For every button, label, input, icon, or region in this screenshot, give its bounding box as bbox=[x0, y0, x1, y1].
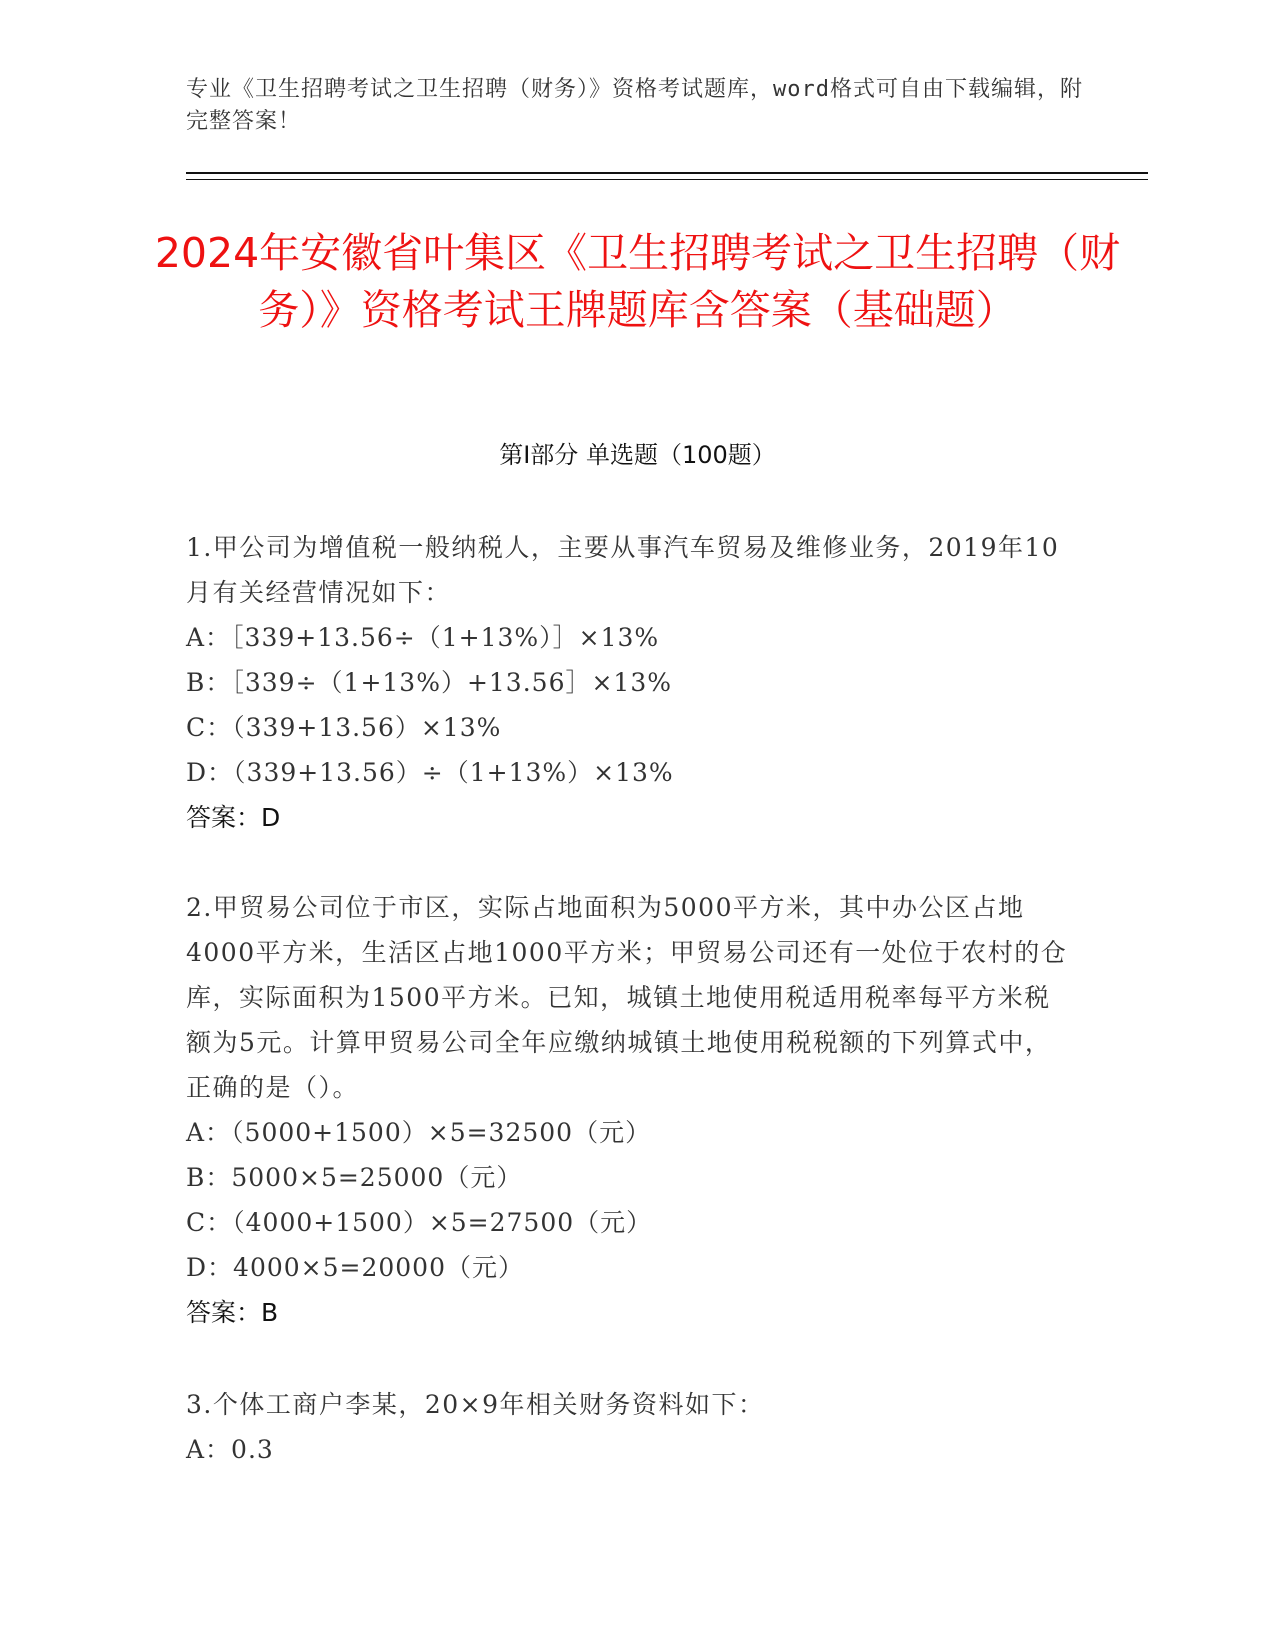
question-3 bbox=[186, 1382, 1076, 1472]
option-b: B：［339÷（1+13%）+13.56］×13% bbox=[186, 668, 672, 697]
option-c: C：（339+13.56）×13% bbox=[186, 713, 502, 742]
option-a: A：（5000+1500）×5=32500（元） bbox=[186, 1118, 652, 1147]
header-note: 专业《卫生招聘考试之卫生招聘（财务）》资格考试题库，word格式可自由下载编辑，附完整答案！ bbox=[186, 77, 1083, 134]
question-stem: 2.甲贸易公司位于市区，实际占地面积为5000平方米，其中办公区占地4000平方米，生活区占地1000平方米；甲贸易公司还有一处位于农村的仓库，实际面积为1500平方米。已知，城镇土地使用税适用税率每平方米税额为5元。计算甲贸易公司全年应缴纳城镇土地使用税税额的下列算式中，正确的是（）。 bbox=[186, 893, 1068, 1102]
option-a: A：0.3 bbox=[186, 1435, 274, 1464]
question-stem: 1.甲公司为增值税一般纳税人，主要从事汽车贸易及维修业务，2019年10月有关经营情况如下： bbox=[186, 533, 1060, 607]
header-divider-thick bbox=[186, 172, 1148, 174]
question-2 bbox=[186, 885, 1076, 1335]
header-divider-thin bbox=[186, 179, 1148, 180]
answer: 答案：B bbox=[186, 1298, 279, 1327]
question-1 bbox=[186, 525, 1076, 840]
option-c: C：（4000+1500）×5=27500（元） bbox=[186, 1208, 653, 1237]
option-d: D：（339+13.56）÷（1+13%）×13% bbox=[186, 758, 674, 787]
option-d: D：4000×5=20000（元） bbox=[186, 1253, 524, 1282]
option-a: A：［339+13.56÷（1+13%）］×13% bbox=[186, 623, 660, 652]
section-heading: 第I部分 单选题（100题） bbox=[499, 441, 776, 469]
option-b: B：5000×5=25000（元） bbox=[186, 1163, 523, 1192]
document-title: 2024年安徽省叶集区《卫生招聘考试之卫生招聘（财务）》资格考试王牌题库含答案（基础题） bbox=[154, 229, 1121, 334]
answer: 答案：D bbox=[186, 803, 281, 832]
question-stem: 3.个体工商户李某，20×9年相关财务资料如下： bbox=[186, 1390, 765, 1419]
